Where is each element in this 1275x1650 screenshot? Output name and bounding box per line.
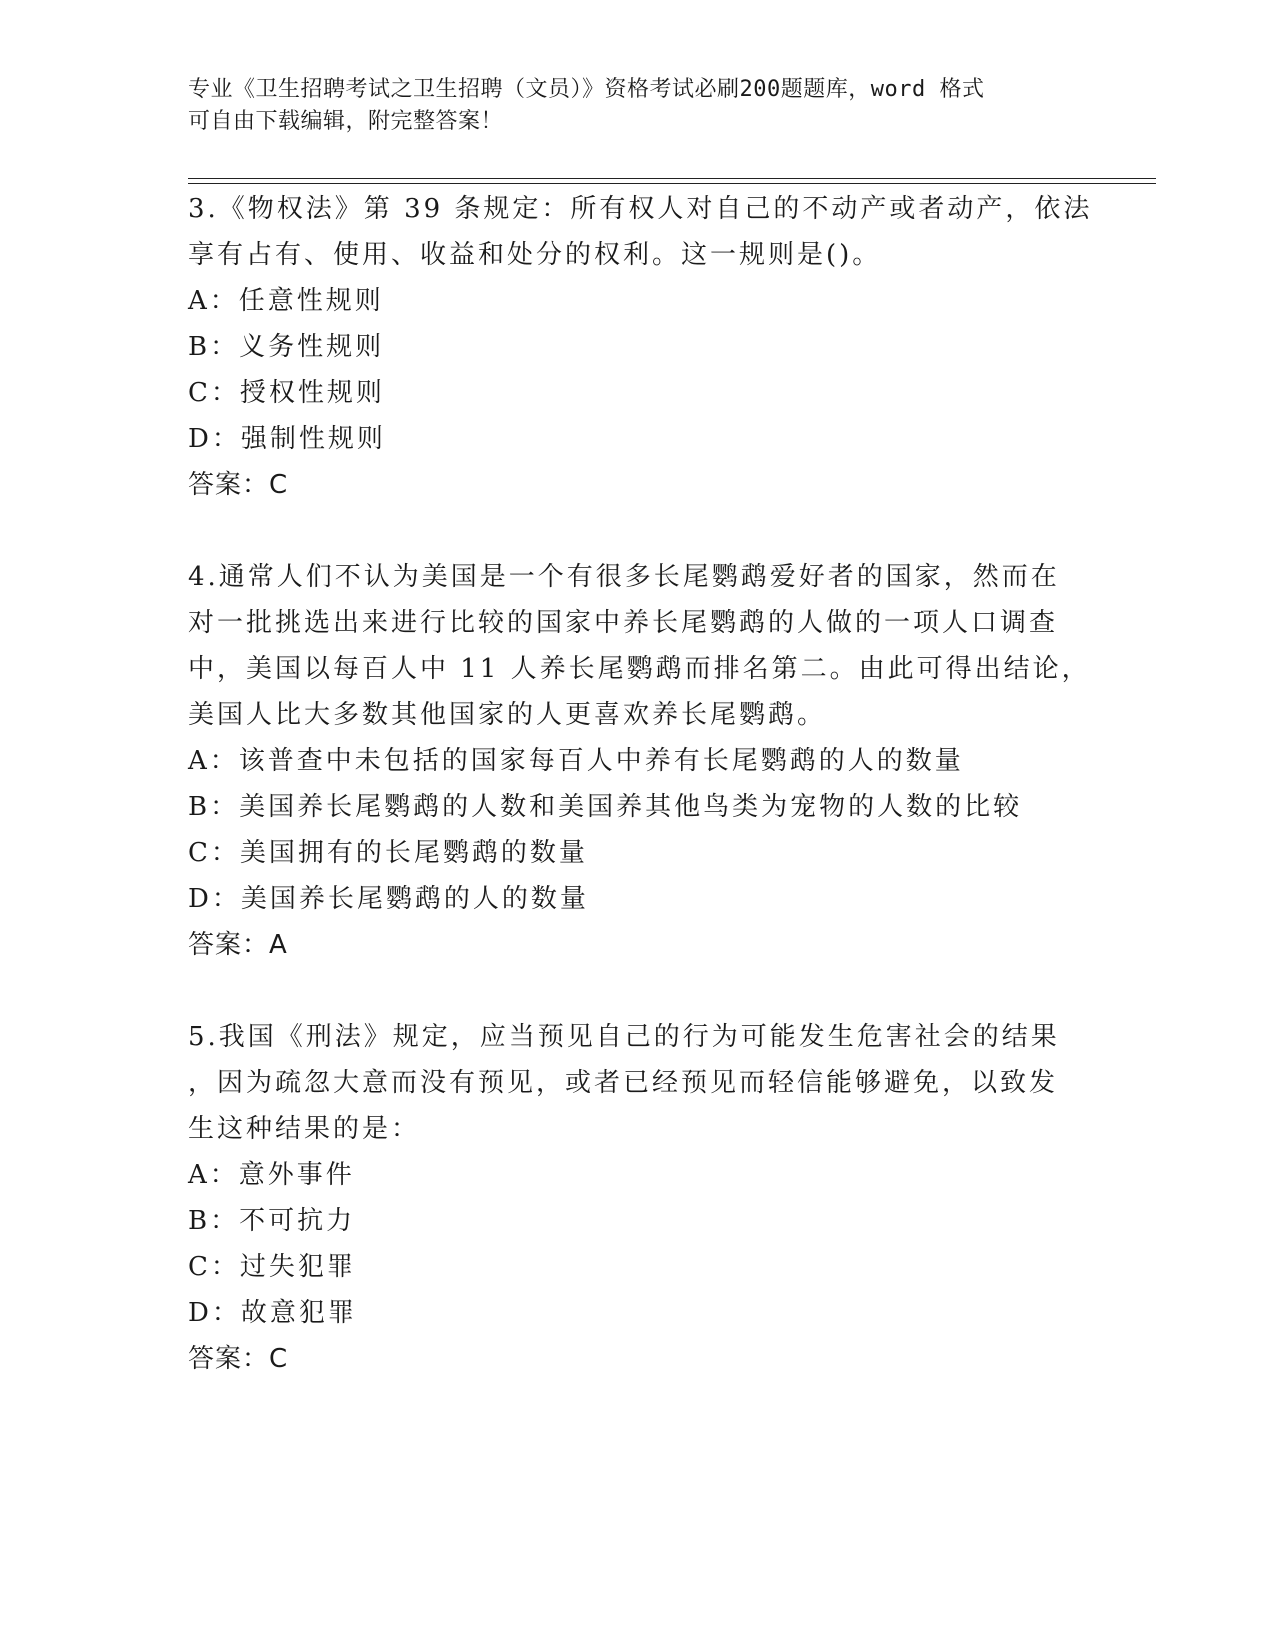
question-stem-line: 美国人比大多数其他国家的人更喜欢养长尾鹦鹉。 [188,700,827,730]
question-stem-line: 对一批挑选出来进行比较的国家中养长尾鹦鹉的人做的一项人口调查 [188,608,1059,638]
option-c: C：过失犯罪 [188,1252,356,1282]
answer-line: 答案：C [188,1344,289,1374]
question-5 [188,1014,1088,1382]
question-stem-line: 生这种结果的是： [188,1114,421,1144]
option-c: C：授权性规则 [188,378,385,408]
option-d: D：强制性规则 [188,424,386,454]
question-stem-line: 5.我国《刑法》规定，应当预见自己的行为可能发生危害社会的结果 [188,1022,1060,1052]
question-stem-line: 4.通常人们不认为美国是一个有很多长尾鹦鹉爱好者的国家，然而在 [188,562,1060,592]
question-stem-line: 3.《物权法》第 39 条规定：所有权人对自己的不动产或者动产，依法 [188,194,1093,224]
document-header [188,74,1088,138]
question-4 [188,554,1091,968]
option-a: A：意外事件 [188,1160,355,1190]
question-stem-line: ，因为疏忽大意而没有预见，或者已经预见而轻信能够避免，以致发 [188,1068,1059,1098]
option-a: A：该普查中未包括的国家每百人中养有长尾鹦鹉的人的数量 [188,746,964,776]
question-3 [188,186,1093,508]
header-title-line-2: 可自由下载编辑，附完整答案！ [188,109,504,134]
option-a: A：任意性规则 [188,286,384,316]
option-b: B：义务性规则 [188,332,385,362]
option-d: D：故意犯罪 [188,1298,357,1328]
question-stem-line: 中，美国以每百人中 11 人养长尾鹦鹉而排名第二。由此可得出结论， [188,654,1091,684]
option-b: B：美国养长尾鹦鹉的人数和美国养其他鸟类为宠物的人数的比较 [188,792,1023,822]
option-b: B：不可抗力 [188,1206,356,1236]
option-c: C：美国拥有的长尾鹦鹉的数量 [188,838,588,868]
header-divider-top [188,178,1156,179]
option-d: D：美国养长尾鹦鹉的人的数量 [188,884,589,914]
question-list [188,186,1093,1382]
answer-line: 答案：A [188,930,288,960]
question-stem-line: 享有占有、使用、收益和处分的权利。这一规则是()。 [188,240,882,270]
header-title-line-1: 专业《卫生招聘考试之卫生招聘（文员）》资格考试必刷200题题库，word 格式 [188,77,985,102]
header-divider-bottom [188,183,1156,184]
answer-line: 答案：C [188,470,289,500]
